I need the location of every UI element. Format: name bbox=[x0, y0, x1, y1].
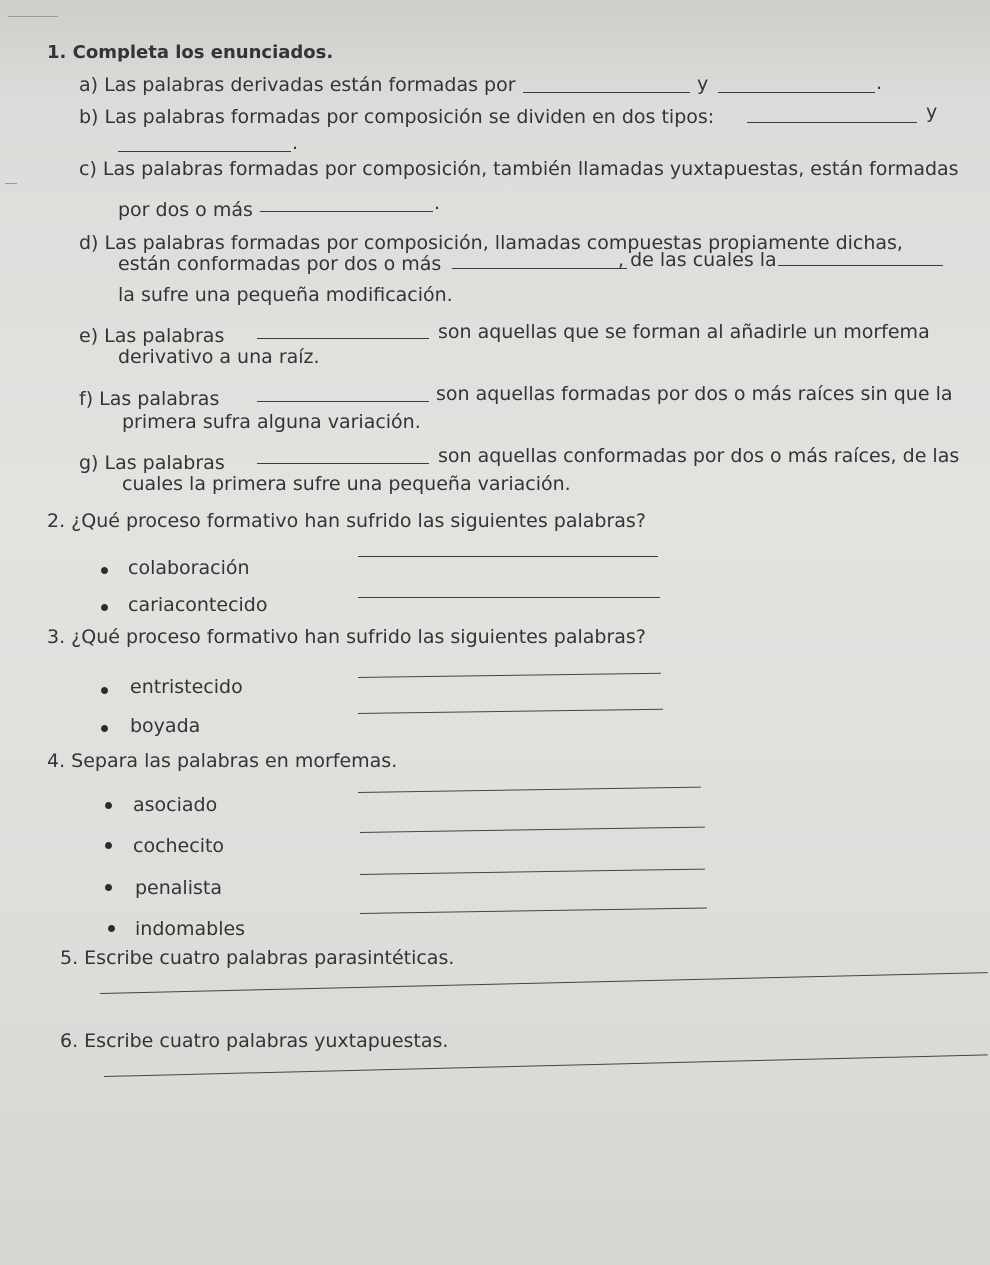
scratch-mark bbox=[8, 16, 58, 17]
q1e-blank[interactable] bbox=[257, 338, 429, 339]
q2-heading: 2. ¿Qué proceso formativo han sufrido las siguientes palabras? bbox=[47, 510, 646, 532]
q4-word: cochecito bbox=[133, 835, 225, 857]
bullet-icon bbox=[101, 567, 108, 574]
q1d-line2b: , de las cuales la bbox=[618, 249, 777, 271]
q1d-line1: d) Las palabras formadas por composición, llamadas compuestas propiamente dichas, bbox=[79, 232, 903, 254]
bullet-icon bbox=[101, 604, 108, 611]
q1a-blank-1[interactable] bbox=[523, 92, 690, 93]
q1c-end: . bbox=[434, 192, 441, 214]
bullet-icon bbox=[108, 925, 115, 932]
q1d-blank-1[interactable] bbox=[452, 268, 627, 269]
q1a-text: a) Las palabras derivadas están formadas por bbox=[79, 74, 516, 96]
q1f-blank[interactable] bbox=[257, 401, 429, 402]
q4-word: asociado bbox=[133, 794, 218, 816]
q3-word: boyada bbox=[130, 715, 201, 737]
q1g-blank[interactable] bbox=[257, 463, 429, 464]
q1a-end: . bbox=[876, 72, 883, 94]
q1c-line1: c) Las palabras formadas por composición, también llamadas yuxtapuestas, están formadas bbox=[79, 158, 959, 180]
q4-heading: 4. Separa las palabras en morfemas. bbox=[47, 750, 398, 772]
q3-heading: 3. ¿Qué proceso formativo han sufrido las siguientes palabras? bbox=[47, 626, 646, 648]
q5-heading: 5. Escribe cuatro palabras parasintéticas. bbox=[60, 947, 455, 969]
q2-answer-line[interactable] bbox=[358, 597, 660, 598]
bullet-icon bbox=[101, 687, 108, 694]
q6-answer-line[interactable] bbox=[104, 1054, 988, 1077]
q2-word: colaboración bbox=[128, 557, 250, 579]
q2-answer-line[interactable] bbox=[358, 556, 658, 557]
q1g-line2: cuales la primera sufre una pequeña variación. bbox=[122, 473, 571, 495]
q6-heading: 6. Escribe cuatro palabras yuxtapuestas. bbox=[60, 1030, 449, 1052]
q4-answer-line[interactable] bbox=[360, 869, 705, 875]
q1e-line2: derivativo a una raíz. bbox=[118, 346, 320, 368]
q1d-line2a: están conformadas por dos o más bbox=[118, 253, 442, 275]
q1g-line1b: son aquellas conformadas por dos o más raíces, de las bbox=[438, 445, 960, 467]
q4-answer-line[interactable] bbox=[360, 827, 705, 833]
q1-heading: 1. Completa los enunciados. bbox=[47, 42, 334, 63]
q4-word: penalista bbox=[135, 877, 222, 899]
q1b-conj: y bbox=[926, 101, 938, 123]
q1f-line1b: son aquellas formadas por dos o más raíces sin que la bbox=[436, 383, 953, 405]
q1d-line3: la sufre una pequeña modificación. bbox=[118, 284, 453, 306]
q4-word: indomables bbox=[135, 918, 246, 940]
q1b-blank-1[interactable] bbox=[747, 122, 917, 123]
q1g-line1a: g) Las palabras bbox=[79, 452, 225, 474]
q1f-line1a: f) Las palabras bbox=[79, 388, 220, 410]
q1b-text: b) Las palabras formadas por composición se dividen en dos tipos: bbox=[79, 106, 715, 128]
bullet-icon bbox=[105, 842, 112, 849]
q4-answer-line[interactable] bbox=[360, 908, 707, 914]
q1d-blank-2[interactable] bbox=[778, 265, 943, 266]
q3-word: entristecido bbox=[130, 676, 243, 698]
q1b-blank-2[interactable] bbox=[118, 151, 291, 152]
q2-word: cariacontecido bbox=[128, 594, 268, 616]
scratch-mark bbox=[5, 183, 17, 184]
q1b-end: . bbox=[292, 132, 299, 154]
q1f-line2: primera sufra alguna variación. bbox=[122, 411, 421, 433]
bullet-icon bbox=[105, 802, 112, 809]
q5-answer-line[interactable] bbox=[100, 972, 988, 994]
q1e-line1b: son aquellas que se forman al añadirle un morfema bbox=[438, 321, 930, 343]
q3-answer-line[interactable] bbox=[358, 709, 663, 714]
q4-answer-line[interactable] bbox=[358, 787, 701, 793]
q1a-conj: y bbox=[697, 73, 709, 95]
q1a-blank-2[interactable] bbox=[718, 92, 875, 93]
q3-answer-line[interactable] bbox=[358, 673, 661, 678]
q1c-line2: por dos o más bbox=[118, 199, 253, 221]
q1e-line1a: e) Las palabras bbox=[79, 325, 225, 347]
bullet-icon bbox=[105, 884, 112, 891]
q1c-blank[interactable] bbox=[260, 211, 433, 212]
bullet-icon bbox=[101, 725, 108, 732]
